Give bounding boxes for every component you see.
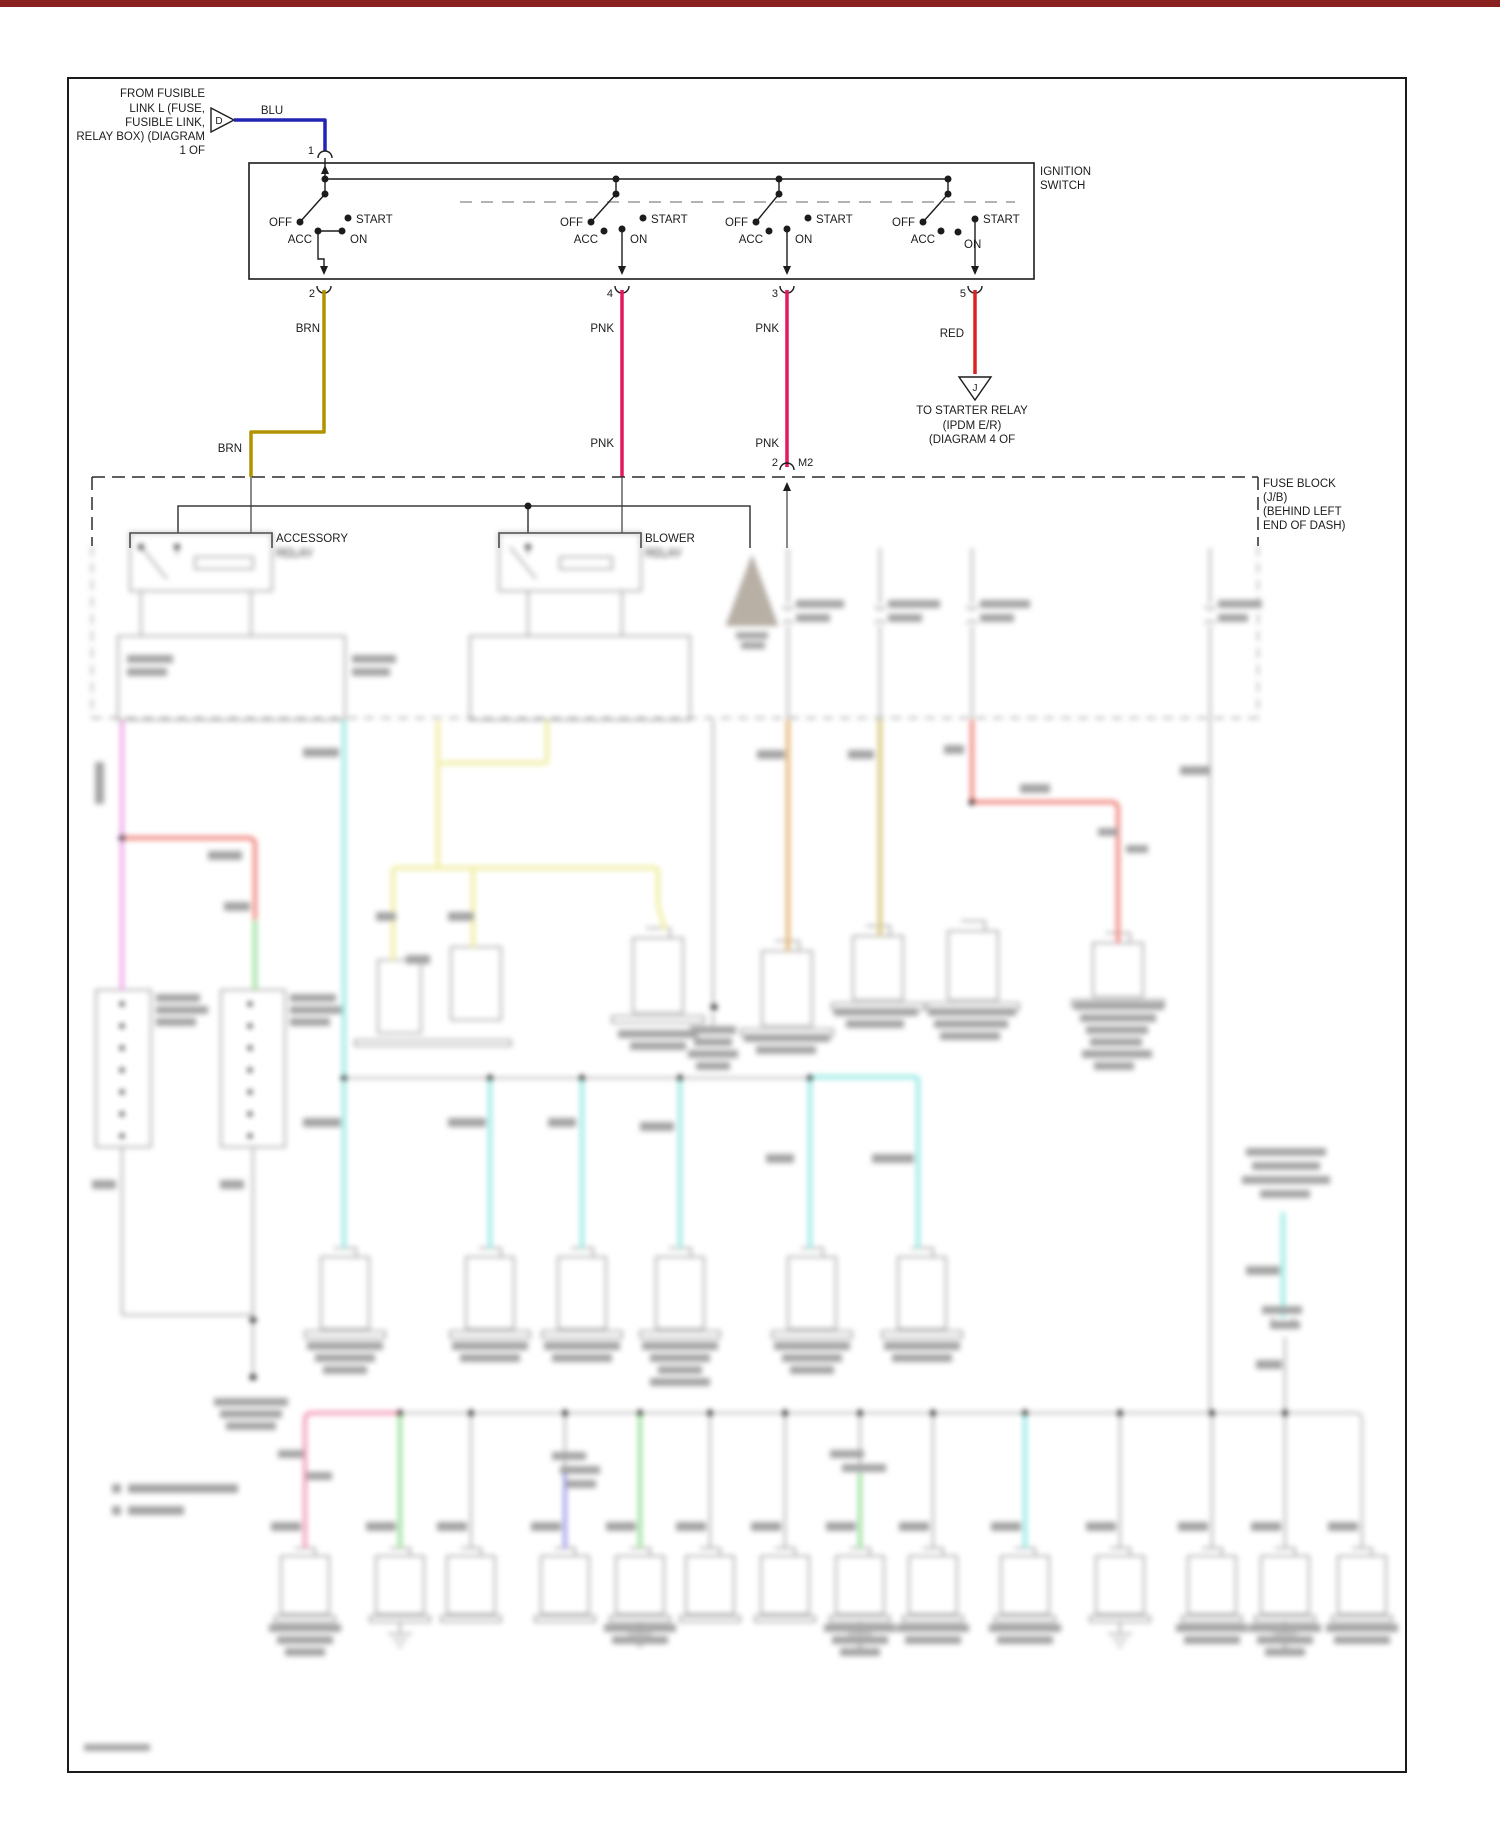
source-note-line: LINK L (FUSE, — [129, 103, 205, 115]
bus-junction-dot — [525, 503, 532, 510]
accessory-relay-label: ACCESSORY — [276, 533, 349, 545]
start-label: START — [816, 214, 853, 226]
on-label: ON — [795, 234, 813, 246]
acc-label: ACC — [910, 234, 935, 246]
wire-label-brn: BRN — [217, 443, 242, 455]
acc-label: ACC — [573, 234, 598, 246]
starter-note-line: (DIAGRAM 4 OF — [928, 434, 1016, 446]
wire-label-blu: BLU — [260, 105, 284, 117]
pin2-label: 2 — [308, 288, 315, 300]
source-note-line: FUSIBLE LINK, — [125, 117, 205, 129]
ignition-switch-title: IGNITION — [1040, 166, 1092, 178]
m2-pin-label: 2 — [771, 457, 778, 469]
acc-label: ACC — [287, 234, 312, 246]
off-label: OFF — [560, 217, 583, 229]
wire-label-pnk: PNK — [590, 323, 614, 335]
pin4-label: 4 — [606, 288, 613, 300]
on-label: ON — [964, 239, 982, 251]
blower-relay-label-2: RELAY — [645, 548, 682, 560]
starter-note-line: TO STARTER RELAY — [916, 405, 1028, 417]
acc-label: ACC — [738, 234, 763, 246]
off-label: OFF — [725, 217, 748, 229]
source-note-line: RELAY BOX) (DIAGRAM — [76, 131, 205, 143]
wire-label-pnk: PNK — [755, 438, 779, 450]
wire-label-pnk: PNK — [590, 438, 614, 450]
wire-label-red: RED — [939, 328, 964, 340]
top-edge-strip — [0, 0, 1500, 7]
fuse-block-label-line: FUSE BLOCK — [1263, 478, 1336, 490]
fuse-block-label-line: (J/B) — [1263, 492, 1288, 504]
accessory-relay-label-2: RELAY — [276, 548, 313, 560]
blower-relay-label: BLOWER — [645, 533, 695, 545]
connector-j-label: J — [972, 383, 978, 394]
pin3-label: 3 — [771, 288, 778, 300]
fuse-block-label-line: (BEHIND LEFT — [1263, 506, 1342, 518]
off-label: OFF — [269, 217, 292, 229]
starter-note-line: (IPDM E/R) — [942, 420, 1002, 432]
m2-name-label: M2 — [798, 457, 814, 469]
on-label: ON — [630, 234, 648, 246]
fuse-block-label-line: END OF DASH) — [1263, 520, 1346, 532]
connector-d-label: D — [215, 116, 223, 127]
source-note-line: FROM FUSIBLE — [120, 88, 205, 100]
start-label: START — [983, 214, 1020, 226]
start-label: START — [651, 214, 688, 226]
start-label: START — [356, 214, 393, 226]
wire-label-brn: BRN — [295, 323, 320, 335]
off-label: OFF — [892, 217, 915, 229]
wire-label-pnk: PNK — [755, 323, 779, 335]
ignition-switch-title: SWITCH — [1040, 180, 1086, 192]
pin1-label: 1 — [307, 145, 314, 157]
pin5-label: 5 — [959, 288, 966, 300]
on-label: ON — [350, 234, 368, 246]
source-note-line: 1 OF — [179, 145, 205, 157]
